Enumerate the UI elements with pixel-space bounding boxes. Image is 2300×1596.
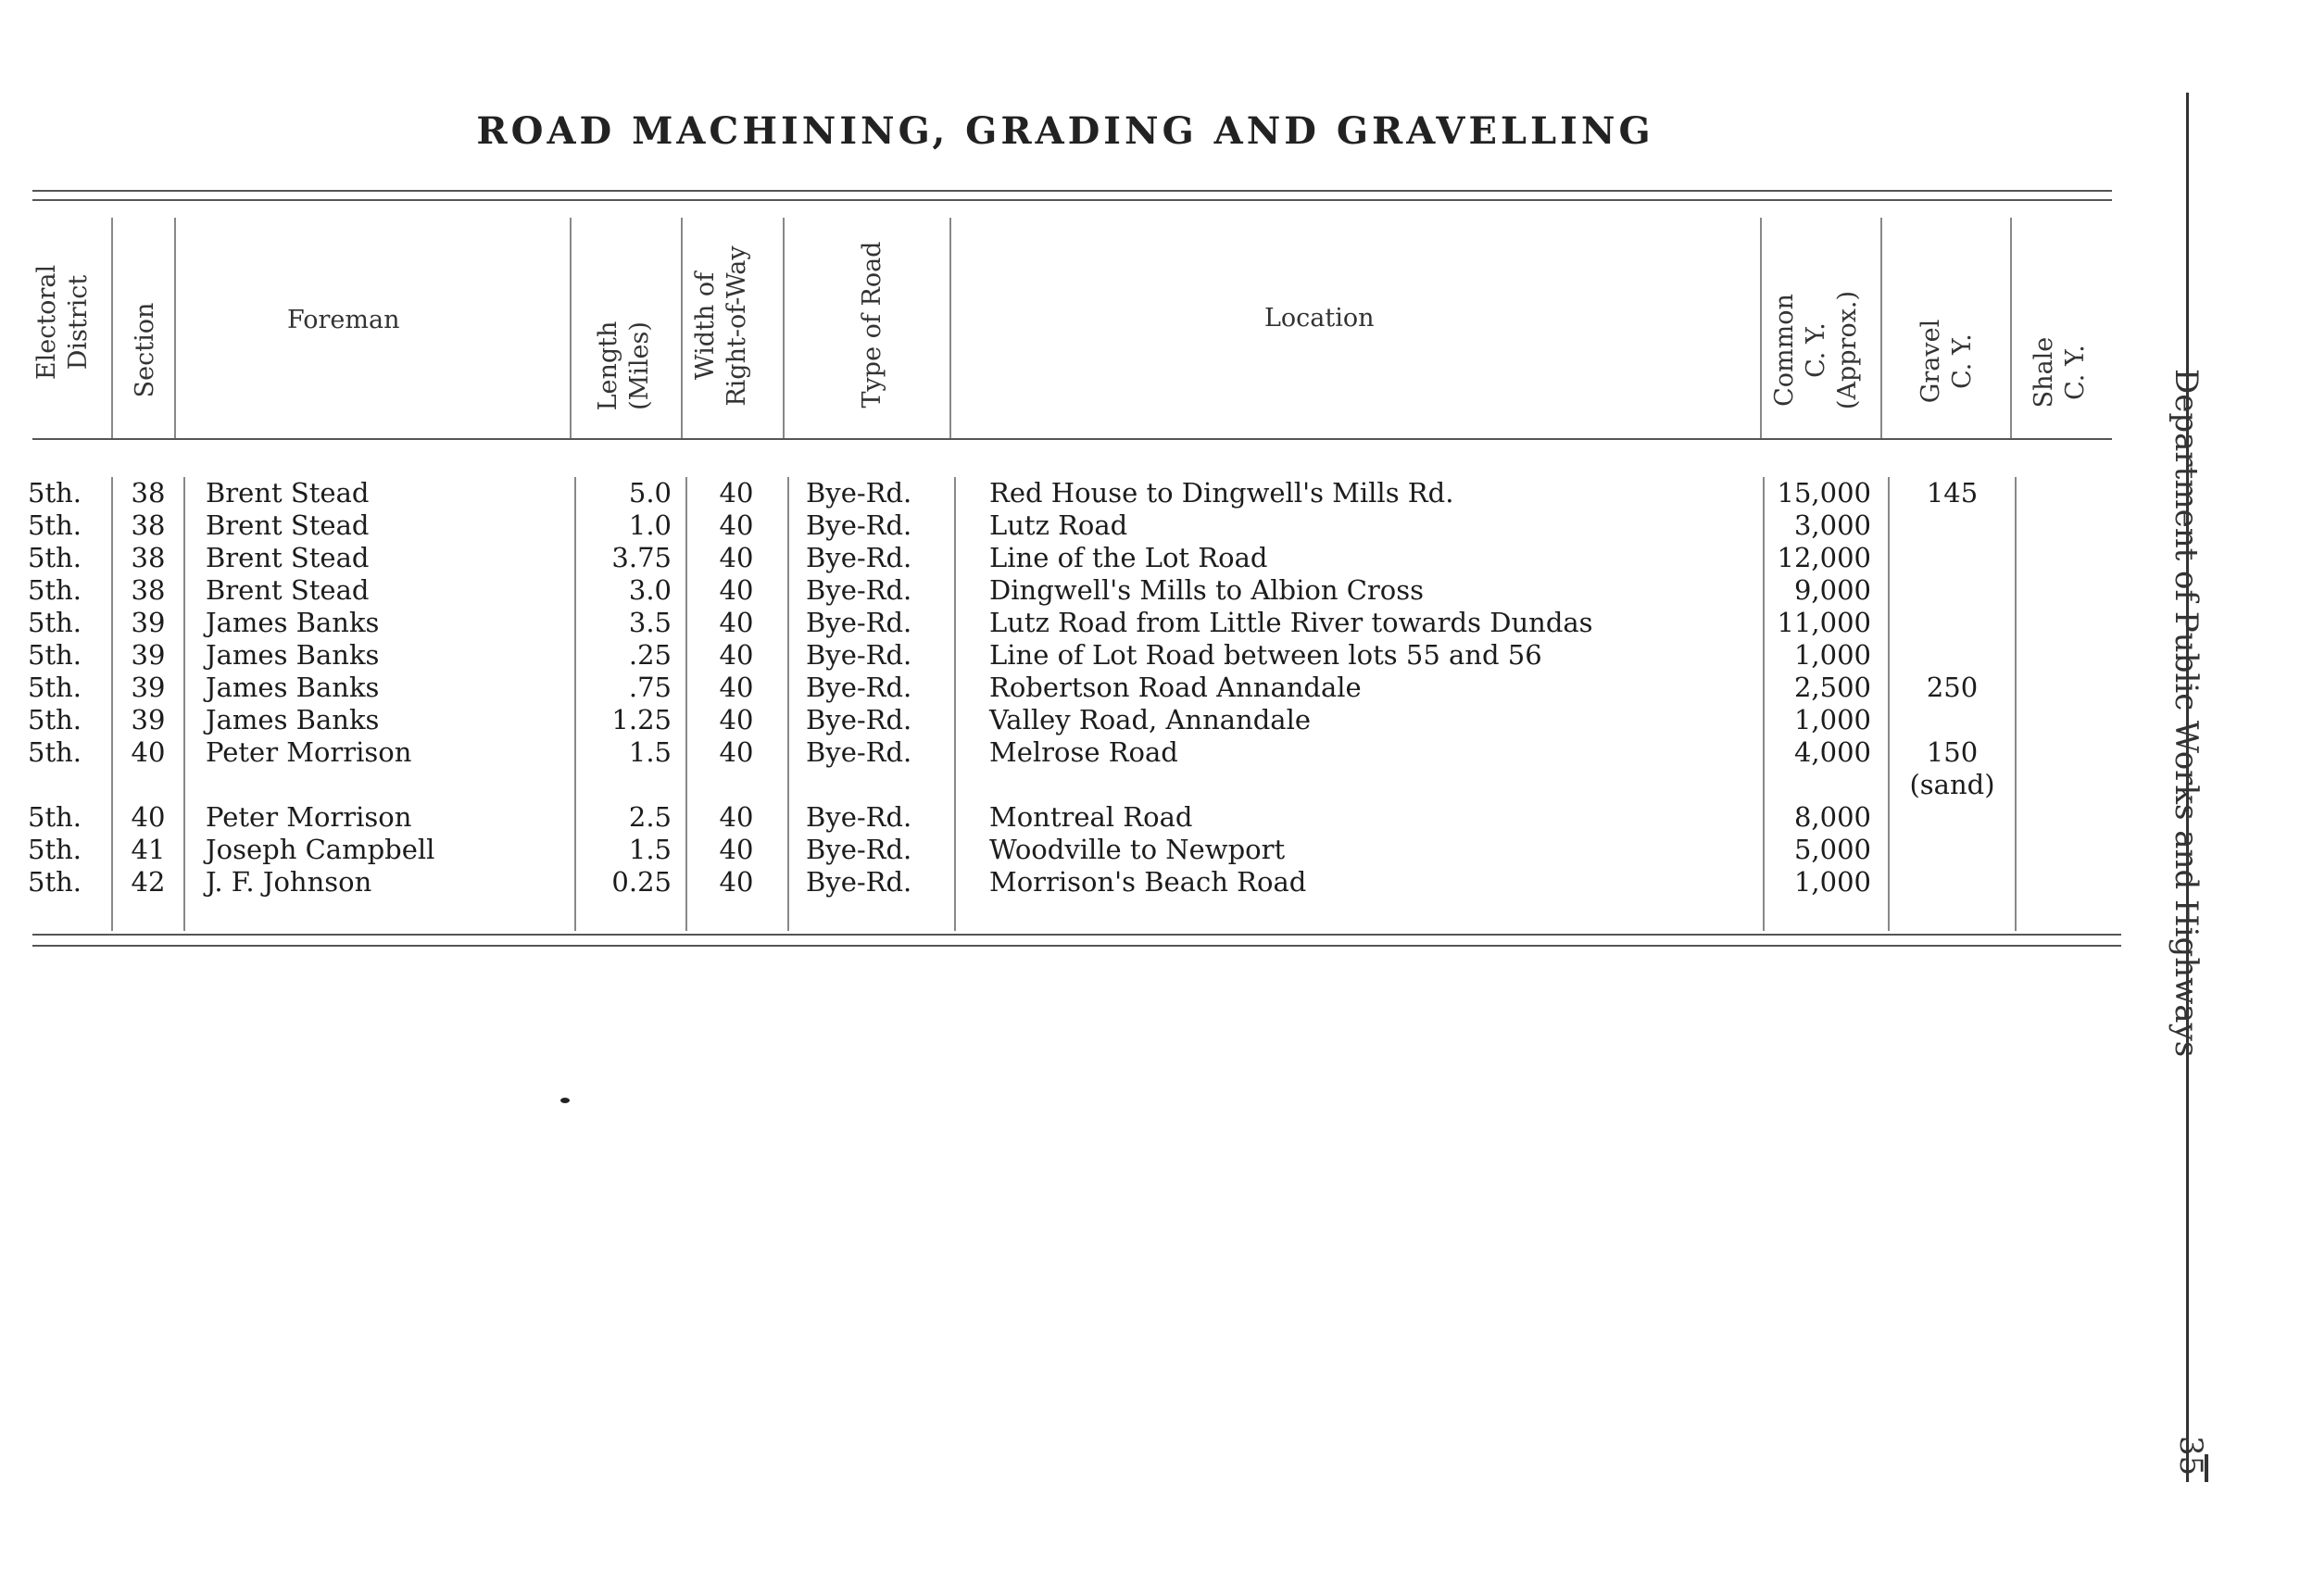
cell-type: Bye-Rd. <box>806 704 912 735</box>
column-divider <box>1880 218 1882 438</box>
cell-location: Melrose Road <box>989 736 1178 768</box>
cell-location: Line of Lot Road between lots 55 and 56 <box>989 639 1542 671</box>
cell-foreman: James Banks <box>206 672 380 703</box>
cell-length: 0.25 <box>611 866 672 898</box>
bottom-rule <box>32 934 2121 936</box>
cell-width: 40 <box>719 704 754 735</box>
cell-district: 5th. <box>28 509 82 541</box>
cell-width: 40 <box>719 736 754 768</box>
column-divider <box>783 218 785 438</box>
column-divider <box>681 218 683 438</box>
top-rule <box>32 190 2112 192</box>
cell-section: 40 <box>131 801 166 833</box>
cell-foreman: James Banks <box>206 704 380 735</box>
cell-type: Bye-Rd. <box>806 672 912 703</box>
cell-length: 1.0 <box>628 509 672 541</box>
cell-section: 42 <box>131 866 166 898</box>
header-width-right-of-way: Width of Right-of-Way <box>691 245 751 407</box>
cell-foreman: Brent Stead <box>206 542 370 573</box>
cell-type: Bye-Rd. <box>806 509 912 541</box>
cell-foreman: Joseph Campbell <box>206 834 435 865</box>
ink-speck <box>560 1098 570 1103</box>
cell-type: Bye-Rd. <box>806 574 912 606</box>
column-divider <box>2015 477 2017 931</box>
header-location: Location <box>1264 304 1375 333</box>
cell-common: 15,000 <box>1777 477 1871 509</box>
cell-district: 5th. <box>28 672 82 703</box>
cell-length: 3.0 <box>628 574 672 606</box>
cell-length: .75 <box>628 672 672 703</box>
header-foreman: Foreman <box>287 306 400 334</box>
cell-foreman: Peter Morrison <box>206 736 412 768</box>
cell-type: Bye-Rd. <box>806 736 912 768</box>
column-divider <box>1760 218 1762 438</box>
cell-location: Woodville to Newport <box>989 834 1286 865</box>
column-divider <box>570 218 572 438</box>
cell-gravel: 250 <box>1926 672 1979 703</box>
cell-length: 1.5 <box>628 736 672 768</box>
header-shale-cy: Shale C. Y. <box>2030 336 2090 408</box>
cell-length: 3.75 <box>611 542 672 573</box>
cell-common: 1,000 <box>1793 639 1871 671</box>
cell-location: Line of the Lot Road <box>989 542 1268 573</box>
cell-length: .25 <box>628 639 672 671</box>
cell-district: 5th. <box>28 866 82 898</box>
cell-section: 38 <box>131 509 166 541</box>
cell-section: 38 <box>131 574 166 606</box>
cell-type: Bye-Rd. <box>806 834 912 865</box>
cell-width: 40 <box>719 834 754 865</box>
cell-width: 40 <box>719 866 754 898</box>
cell-common: 2,500 <box>1793 672 1871 703</box>
cell-location: Lutz Road <box>989 509 1128 541</box>
cell-width: 40 <box>719 509 754 541</box>
cell-common: 9,000 <box>1793 574 1871 606</box>
cell-gravel: 145 <box>1926 477 1979 509</box>
cell-type: Bye-Rd. <box>806 542 912 573</box>
cell-common: 3,000 <box>1793 509 1871 541</box>
column-divider <box>183 477 185 931</box>
cell-district: 5th. <box>28 704 82 735</box>
top-rule-2 <box>32 199 2112 201</box>
cell-foreman: Brent Stead <box>206 477 370 509</box>
header-type-of-road: Type of Road <box>858 241 886 408</box>
cell-width: 40 <box>719 477 754 509</box>
cell-district: 5th. <box>28 477 82 509</box>
cell-district: 5th. <box>28 801 82 833</box>
cell-type: Bye-Rd. <box>806 607 912 638</box>
cell-type: Bye-Rd. <box>806 866 912 898</box>
column-divider <box>685 477 687 931</box>
cell-district: 5th. <box>28 607 82 638</box>
cell-length: 3.5 <box>628 607 672 638</box>
cell-location: Montreal Road <box>989 801 1193 833</box>
cell-location: Morrison's Beach Road <box>989 866 1307 898</box>
cell-section: 41 <box>131 834 166 865</box>
column-divider <box>2010 218 2012 438</box>
column-divider <box>1763 477 1765 931</box>
header-length: Length (Miles) <box>594 320 654 411</box>
column-divider <box>787 477 789 931</box>
cell-district: 5th. <box>28 834 82 865</box>
cell-common: 12,000 <box>1777 542 1871 573</box>
cell-length: 5.0 <box>628 477 672 509</box>
cell-location: Valley Road, Annandale <box>989 704 1312 735</box>
cell-length: 1.25 <box>611 704 672 735</box>
cell-common: 8,000 <box>1793 801 1871 833</box>
cell-foreman: Peter Morrison <box>206 801 412 833</box>
cell-district: 5th. <box>28 574 82 606</box>
cell-district: 5th. <box>28 542 82 573</box>
cell-location: Lutz Road from Little River towards Dundas <box>989 607 1593 638</box>
header-common-cy: Common C. Y. (Approx.) <box>1770 290 1862 410</box>
cell-district: 5th. <box>28 736 82 768</box>
page-number: 35 <box>2172 1436 2209 1477</box>
cell-common: 5,000 <box>1793 834 1871 865</box>
cell-common: 4,000 <box>1793 736 1871 768</box>
header-section: Section <box>131 302 159 398</box>
cell-foreman: James Banks <box>206 607 380 638</box>
cell-location: Dingwell's Mills to Albion Cross <box>989 574 1425 606</box>
bottom-rule-2 <box>32 945 2121 947</box>
side-caption: Department of Public Works and Highways <box>2168 369 2205 1058</box>
cell-type: Bye-Rd. <box>806 639 912 671</box>
page-title: ROAD MACHINING, GRADING AND GRAVELLING <box>476 109 1654 153</box>
cell-section: 39 <box>131 607 166 638</box>
column-divider <box>111 477 113 931</box>
cell-section: 38 <box>131 477 166 509</box>
cell-common: 1,000 <box>1793 866 1871 898</box>
cell-section: 39 <box>131 704 166 735</box>
cell-width: 40 <box>719 574 754 606</box>
cell-width: 40 <box>719 672 754 703</box>
cell-width: 40 <box>719 542 754 573</box>
column-divider <box>574 477 576 931</box>
cell-foreman: Brent Stead <box>206 574 370 606</box>
cell-foreman: James Banks <box>206 639 380 671</box>
column-divider <box>111 218 113 438</box>
cell-foreman: Brent Stead <box>206 509 370 541</box>
cell-gravel: 150 <box>1926 736 1979 768</box>
column-divider <box>174 218 176 438</box>
cell-foreman: J. F. Johnson <box>206 866 372 898</box>
cell-location: Robertson Road Annandale <box>989 672 1362 703</box>
cell-length: 1.5 <box>628 834 672 865</box>
cell-section: 40 <box>131 736 166 768</box>
header-gravel-cy: Gravel C. Y. <box>1917 319 1977 404</box>
column-divider <box>1888 477 1890 931</box>
cell-section: 39 <box>131 672 166 703</box>
cell-type: Bye-Rd. <box>806 801 912 833</box>
cell-width: 40 <box>719 607 754 638</box>
cell-common: 11,000 <box>1777 607 1871 638</box>
header-bottom-rule <box>32 438 2112 440</box>
cell-section: 38 <box>131 542 166 573</box>
cell-location: Red House to Dingwell's Mills Rd. <box>989 477 1454 509</box>
cell-length: 2.5 <box>628 801 672 833</box>
cell-common: 1,000 <box>1793 704 1871 735</box>
header-electoral-district: Electoral District <box>32 264 93 381</box>
cell-district: 5th. <box>28 639 82 671</box>
column-divider <box>949 218 951 438</box>
column-divider <box>954 477 956 931</box>
cell-type: Bye-Rd. <box>806 477 912 509</box>
cell-section: 39 <box>131 639 166 671</box>
cell-width: 40 <box>719 801 754 833</box>
cell-gravel-note: (sand) <box>1909 769 1995 800</box>
cell-width: 40 <box>719 639 754 671</box>
